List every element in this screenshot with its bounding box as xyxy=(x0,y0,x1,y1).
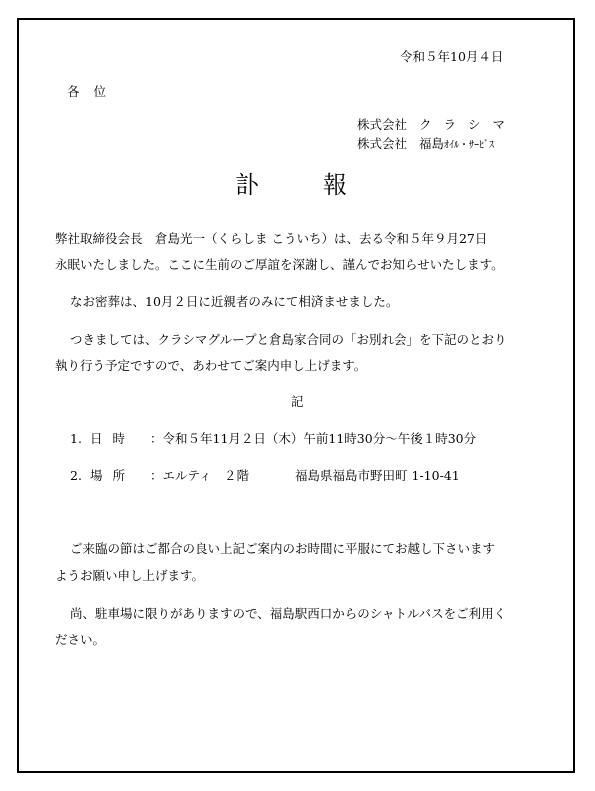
paragraph-2: なお密葬は、10月２日に近親者のみにて相済ませました。 xyxy=(70,294,399,309)
sender-company-1-prefix: 株式会社 xyxy=(357,117,408,132)
paragraph-1-line-2: 永眠いたしました。ここに生前のご厚誼を深謝し、謹んでお知らせいたします。 xyxy=(55,257,504,272)
detail-item-number: 2. xyxy=(70,468,82,483)
sender-company-1 xyxy=(357,119,517,132)
detail-item-datetime xyxy=(70,433,476,446)
addressee: 各位 xyxy=(67,84,121,99)
notice-date: 令和５年10月４日 xyxy=(400,49,504,64)
sender-company-1-name: クラシマ xyxy=(419,117,518,132)
paragraph-5-line-2: ださい。 xyxy=(55,632,106,647)
document-title: 訃報 xyxy=(235,171,411,199)
sender-company-2-name-suffix: ｵｲﾙ・ｻｰﾋﾞｽ xyxy=(444,140,495,151)
sender-company-2-name: 福島 xyxy=(419,136,445,151)
paragraph-4-line-1: ご来臨の節はご都合の良い上記ご案内のお時間に平服にてお越し下さいます xyxy=(70,541,496,556)
paragraph-3-line-2: 執り行う予定ですので、あわせてご案内申し上げます。 xyxy=(55,358,367,373)
detail-item-value: ：エルティ ２階 xyxy=(150,468,250,483)
ki-heading: 記 xyxy=(291,394,304,409)
detail-item-label: 日時 xyxy=(90,431,136,446)
venue-address: 福島県福島市野田町 1-10-41 xyxy=(295,468,460,483)
paragraph-3-line-1: つきましては、クラシマグループと倉島家合同の「お別れ会」を下記のとおり xyxy=(70,332,507,347)
sender-company-2 xyxy=(357,138,494,151)
paragraph-1-line-1: 弊社取締役会長 倉島光一（くらしま こういち）は、去る令和５年９月27日 xyxy=(55,231,488,246)
paragraph-5-line-1: 尚、駐車場に限りがありますので、福島駅西口からのシャトルバスをご利用く xyxy=(70,606,507,621)
paragraph-4-line-2: ようお願い申し上げます。 xyxy=(55,568,205,583)
sender-company-2-prefix: 株式会社 xyxy=(357,136,408,151)
detail-item-venue xyxy=(70,470,460,483)
detail-item-label: 場所 xyxy=(90,468,136,483)
detail-item-number: 1. xyxy=(70,431,82,446)
detail-item-value: ：令和５年11月２日（木）午前11時30分～午後１時30分 xyxy=(150,431,477,446)
